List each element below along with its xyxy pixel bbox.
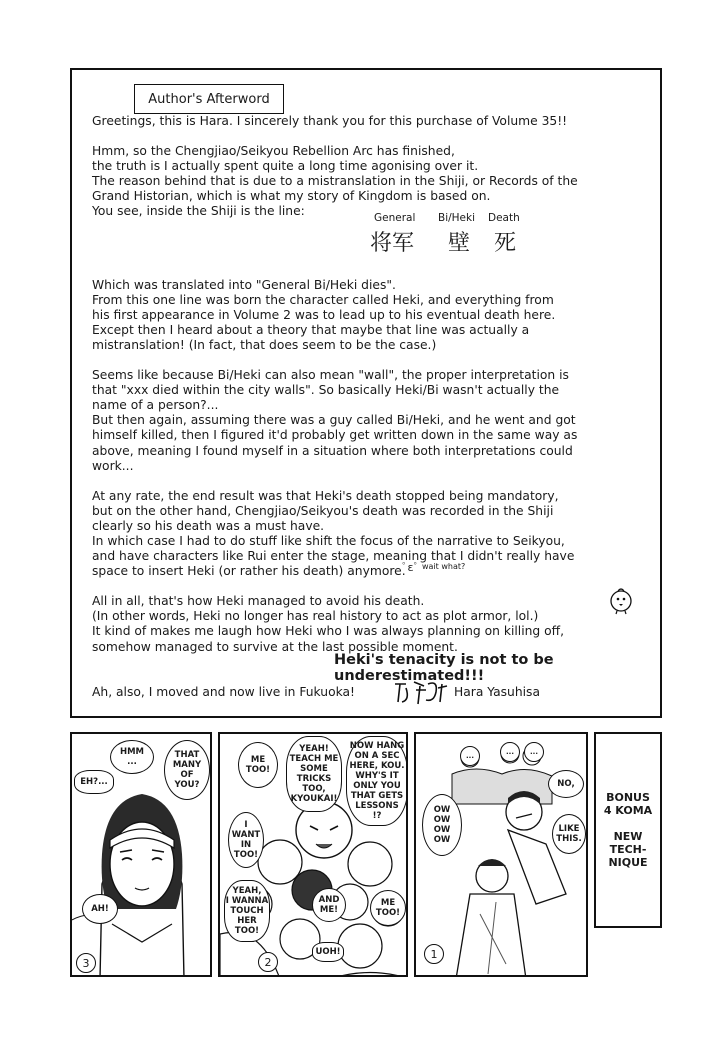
signature-scribble-icon — [392, 678, 450, 706]
bonus-line-5: NIQUE — [608, 856, 648, 869]
bubble-like-this: LIKE THIS. — [552, 814, 586, 854]
bubble-i-want-in: I WANT IN TOO! — [228, 812, 264, 868]
wait-what-note: wait what? — [422, 562, 466, 571]
gloss-death: Death — [488, 212, 520, 224]
bubble-me-too-2: ME TOO! — [370, 890, 406, 926]
panel-number-1: 1 — [424, 944, 444, 964]
gloss-biheki: Bi/Heki — [438, 212, 476, 224]
bubble-wanna-touch: YEAH, I WANNA TOUCH HER TOO! — [224, 880, 270, 942]
signature-mark — [392, 678, 450, 711]
shiji-line — [370, 212, 560, 262]
kanji-biheki: 壁 — [448, 231, 471, 256]
bonus-line-3: NEW — [613, 830, 643, 843]
bubble-teach-me: YEAH! TEACH ME SOME TRICKS TOO, KYOUKAI! — [286, 736, 342, 812]
bonus-4koma-title — [594, 732, 662, 928]
panel-number-3: 3 — [76, 953, 96, 973]
kanji-general: 将军 — [370, 231, 415, 256]
comic-panel-3 — [70, 732, 212, 977]
moved-note: Ah, also, I moved and now live in Fukuoka! — [92, 685, 355, 699]
bubble-now-hang-on: NOW HANG ON A SEC HERE, KOU. WHY'S IT ONLY YOU THAT GETS LESSONS !? — [346, 736, 408, 826]
bubble-eh: EH?... — [74, 770, 114, 794]
bonus-line-1: BONUS — [606, 791, 650, 804]
chick-doodle-icon — [606, 585, 636, 615]
bubble-me-too-1: ME TOO! — [238, 742, 278, 788]
bubble-hmm: HMM ... — [110, 740, 154, 774]
bubble-and-me: AND ME! — [312, 888, 346, 922]
signature-name: Hara Yasuhisa — [454, 685, 540, 699]
tenacity-line: Heki's tenacity is not to be underestimated!!! — [334, 652, 554, 684]
paragraph-result: At any rate, the end result was that Heki's death stopped being mandatory, but on the other hand, Chengjiao/Seikyou's death was recorded in the Shiji clearly so his death was a must have. In which case I had to do stuff like shift the focus of the narrative to Seikyou, and have characters like Rui enter the stage, meaning that I didn't really have space to insert Heki (or rather his death) anymore. — [92, 488, 575, 579]
bubble-ah: AH! — [82, 894, 118, 924]
panel-number-2: 2 — [258, 952, 278, 972]
paragraph-translation: Which was translated into "General Bi/Heki dies". From this one line was born the character called Heki, and everything from his first appearance in Volume 2 was to lead up to his eventual death here. Except then I heard about a theory that maybe that line was actually a mistranslation! (In fact, that does seem to be the case.) — [92, 277, 556, 352]
kanji-death: 死 — [494, 231, 517, 256]
bubble-ow: OW OW OW OW — [422, 794, 462, 856]
paragraph-greeting: Greetings, this is Hara. I sincerely thank you for this purchase of Volume 35!! — [92, 114, 568, 128]
comic-panel-1 — [414, 732, 588, 977]
afterword-text — [92, 114, 652, 670]
afterword-title: Author's Afterword — [134, 84, 284, 114]
bubble-dots-1: ... — [460, 746, 480, 766]
bubble-dots-2: ... — [500, 742, 520, 762]
bubble-dots-3: ... — [524, 742, 544, 762]
paragraph-arc: Hmm, so the Chengjiao/Seikyou Rebellion Arc has finished, the truth is I actually spent quite a long time agonising over it. The reason behind that is due to a mistranslation in the Shiji, or Records of the Grand Historian, which is what my story of Kingdom is based on. You see, inside the Shiji is the line: — [92, 144, 578, 219]
gloss-general: General — [374, 212, 416, 224]
paragraph-wall: Seems like because Bi/Heki can also mean "wall", the proper interpretation is that "xxx died within the city walls". So basically Heki/Bi wasn't actually the name of a person?... But then again, assuming there was a guy called Bi/Heki, and he went and got himself killed, then I figured it'd probably get written down in the same way as above, meaning I found myself in a situation where both interpretations could work... — [92, 368, 578, 473]
comic-panel-2 — [218, 732, 408, 977]
afterword-box — [70, 68, 662, 718]
paragraph-summary: All in all, that's how Heki managed to avoid his death. (In other words, Heki no longer has real history to act as plot armor, lol.) It kind of makes me laugh how Heki who I was always planning on killing off, somehow managed to survive at the last possible moment. — [92, 594, 565, 654]
bubble-no: NO, — [548, 770, 584, 798]
bubble-uoh: UOH! — [312, 942, 344, 962]
bubble-that-many: THAT MANY OF YOU? — [164, 740, 210, 800]
bonus-line-2: 4 KOMA — [603, 804, 653, 817]
bonus-line-4: TECH- — [609, 843, 647, 856]
sweat-face-icon: ﾟεﾟ — [402, 561, 419, 574]
